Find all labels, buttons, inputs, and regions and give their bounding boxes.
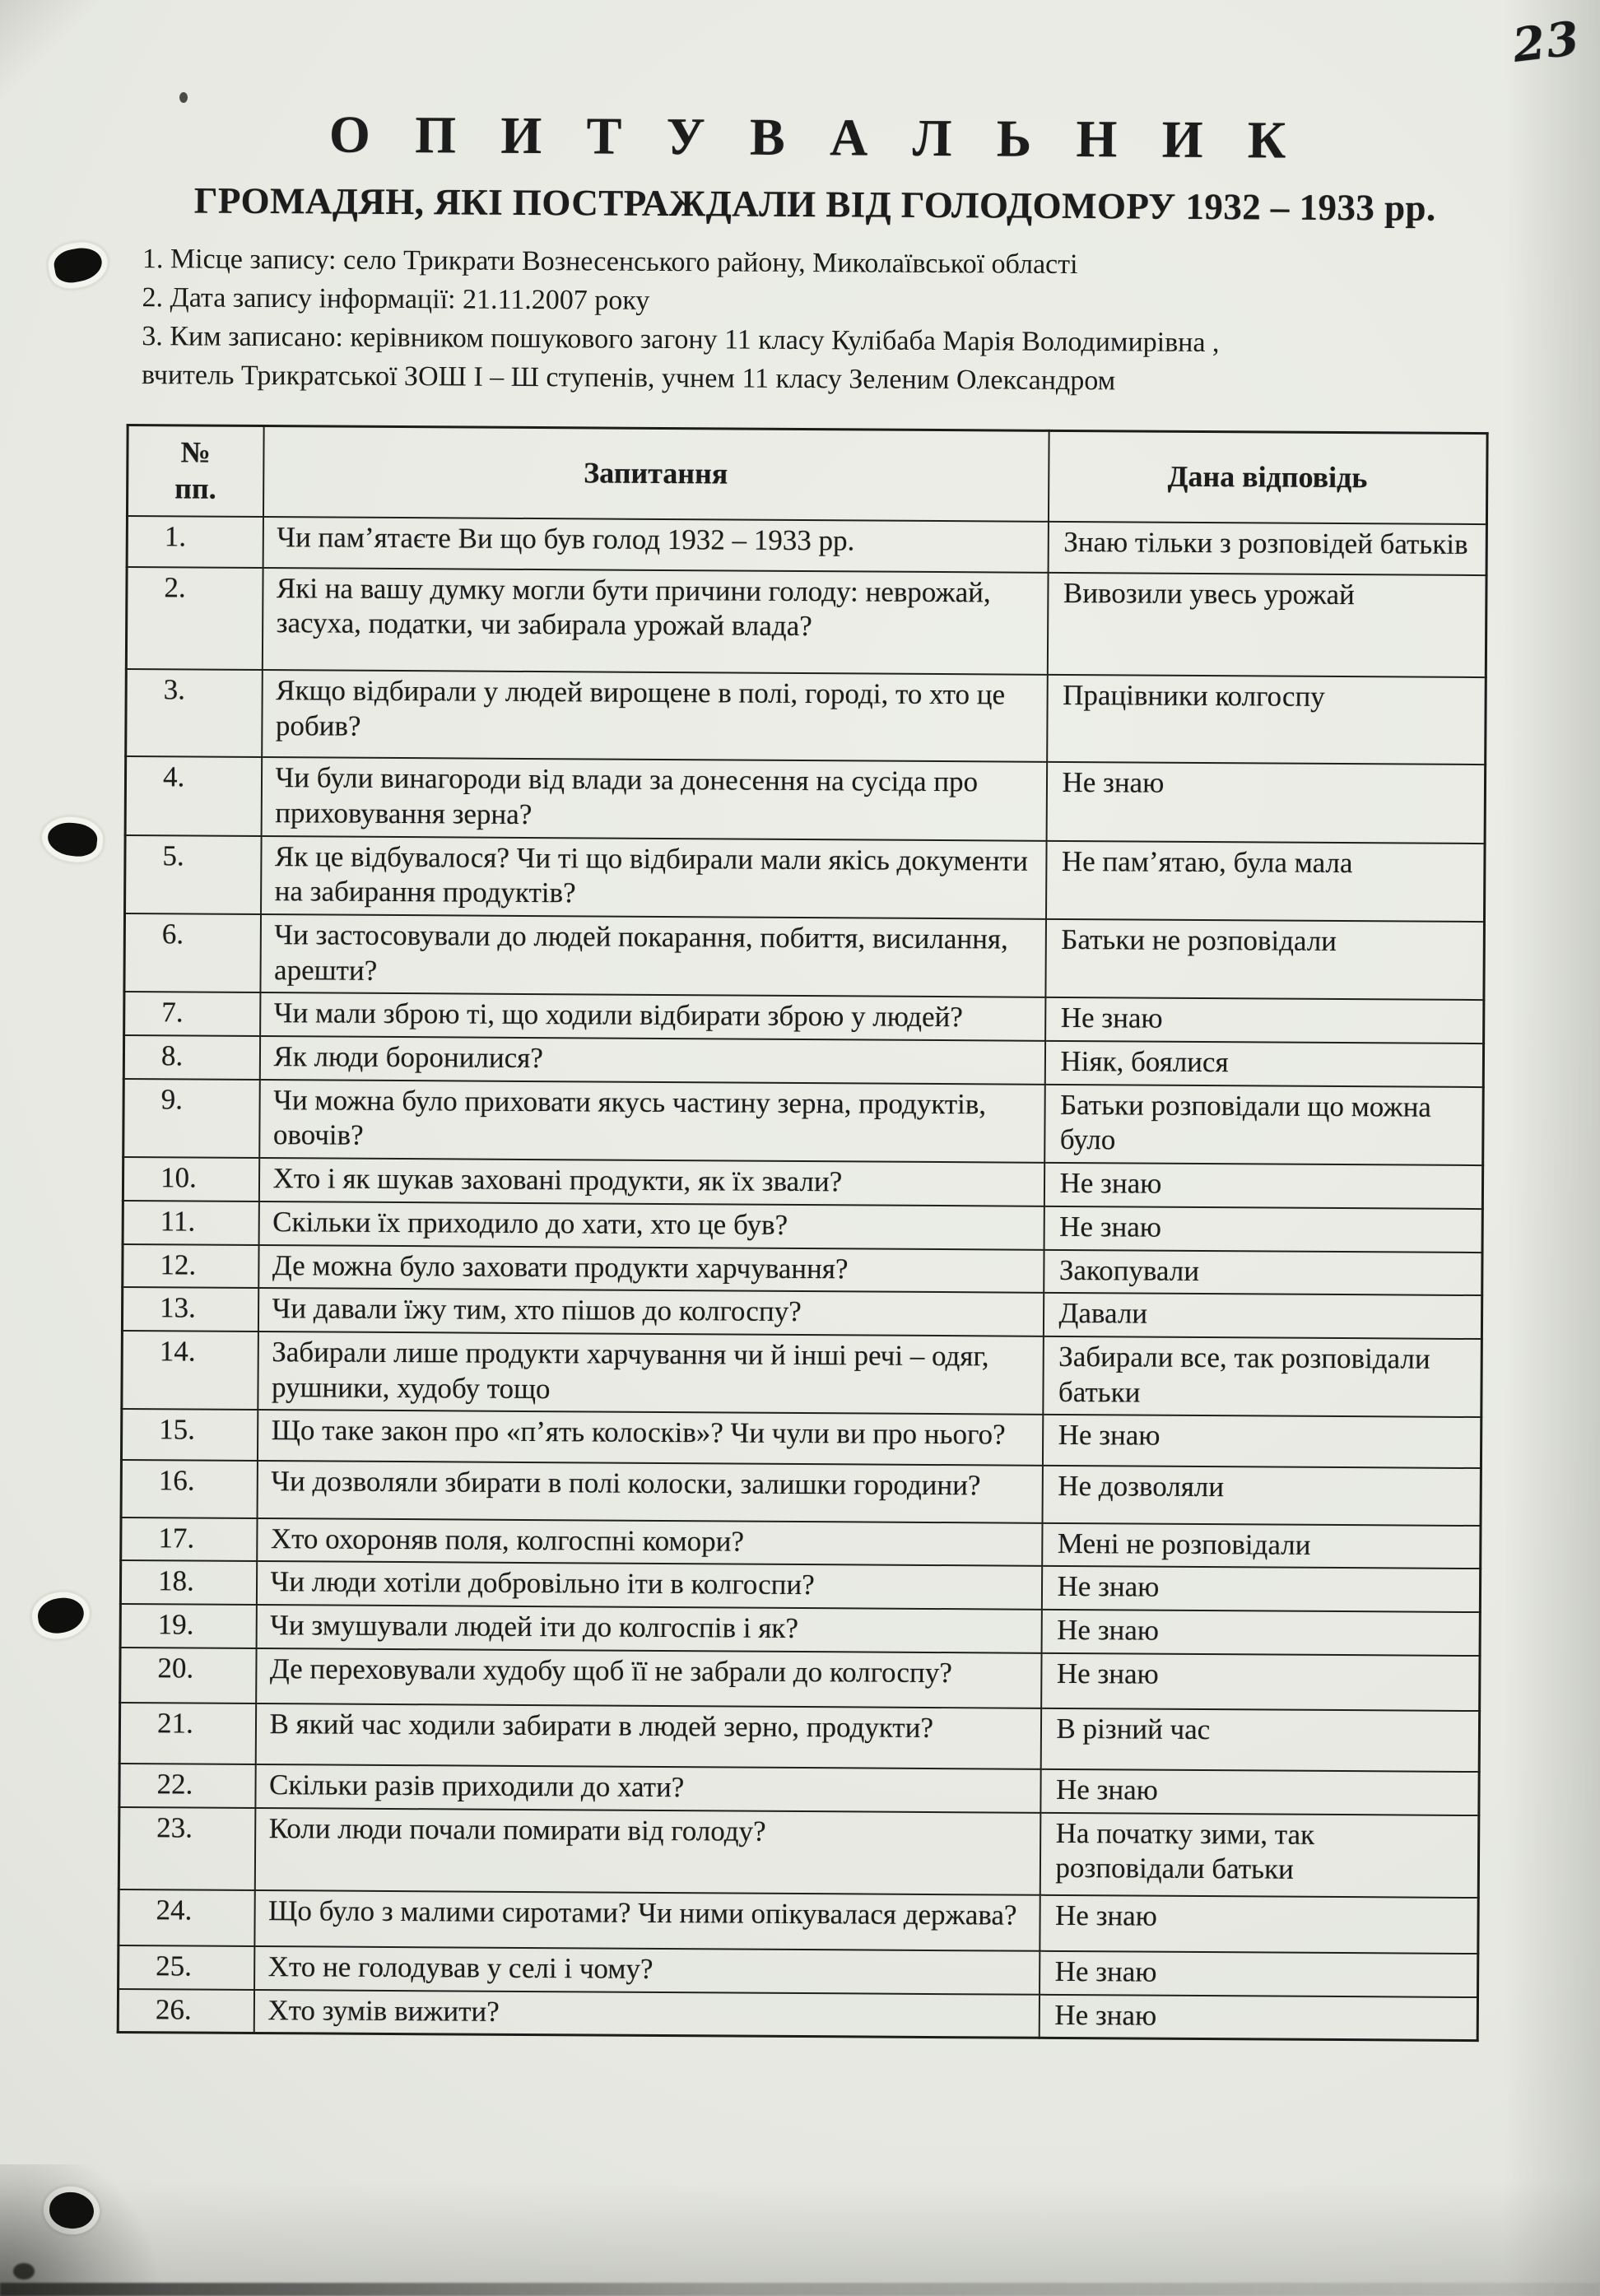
table-row	[124, 913, 1485, 1000]
row-number: 25.	[119, 1945, 254, 1990]
row-answer: В різний час	[1040, 1708, 1479, 1772]
row-answer: Не знаю	[1041, 1652, 1480, 1711]
row-answer: Не знаю	[1041, 1566, 1480, 1612]
scan-bottom-edge	[0, 2283, 1600, 2296]
table-row	[127, 516, 1486, 575]
table-row	[126, 669, 1486, 765]
row-number: 21.	[119, 1703, 255, 1764]
row-number: 4.	[125, 756, 262, 835]
table-row	[119, 1889, 1478, 1954]
table-row	[121, 1409, 1481, 1468]
row-number: 20.	[120, 1648, 256, 1704]
table-row	[122, 1331, 1482, 1417]
table-row	[126, 566, 1486, 676]
row-answer: Не знаю	[1046, 762, 1486, 844]
table-row	[119, 1807, 1479, 1898]
row-number: 11.	[123, 1201, 258, 1245]
row-number: 24.	[119, 1889, 254, 1946]
row-question: Чи можна було приховати якусь частину зерна, продуктів, овочів?	[259, 1080, 1045, 1163]
row-number: 19.	[120, 1604, 256, 1648]
row-answer: Не знаю	[1041, 1610, 1480, 1656]
row-answer: Не пам’ятаю, була мала	[1046, 840, 1486, 922]
row-answer: Мені не розповідали	[1042, 1522, 1481, 1569]
row-question: Хто і як шукав заховані продукти, як їх звали?	[258, 1158, 1044, 1206]
row-answer: Не знаю	[1044, 1206, 1482, 1253]
row-number: 1.	[127, 516, 263, 568]
header-number-line1: №	[180, 435, 211, 469]
row-question: Забирали лише продукти харчування чи й інші речі – одяг, рушники, худобу тощо	[258, 1332, 1044, 1415]
row-answer: Ніяк, боялися	[1044, 1041, 1483, 1087]
meta-line-recorder-cont: вчитель Трикратської ЗОШ І – Ш ступенів, учнем 11 класу Зеленим Олександром	[141, 360, 1116, 397]
row-question: Чи були винагороди від влади за донесення на сусіда про приховування зерна?	[261, 757, 1047, 840]
row-number: 14.	[122, 1331, 258, 1410]
row-answer: Не знаю	[1042, 1415, 1481, 1468]
row-number: 8.	[123, 1035, 259, 1080]
page-number-handwritten: 23	[1509, 11, 1584, 73]
row-answer: Забирали все, так розповідали батьки	[1043, 1336, 1482, 1418]
row-answer: Не знаю	[1045, 997, 1484, 1043]
table-row	[120, 1648, 1480, 1712]
row-number: 26.	[118, 1988, 253, 2033]
table-row	[125, 756, 1486, 843]
questionnaire-table	[117, 424, 1489, 2042]
row-number: 10.	[123, 1157, 258, 1201]
header-question: Запитання	[263, 426, 1049, 522]
row-answer: Не знаю	[1044, 1163, 1482, 1209]
row-answer: Батьки не розповідали	[1045, 919, 1485, 1001]
row-question: Де можна було заховати продукти харчування?	[258, 1244, 1044, 1293]
row-question: Хто зумів вижити?	[253, 1989, 1039, 2038]
ink-speck	[179, 92, 188, 103]
header-number	[127, 425, 263, 516]
row-number: 16.	[121, 1460, 257, 1518]
row-number: 13.	[122, 1287, 258, 1332]
row-question: Чи змушували людей іти до колгоспів і як?	[256, 1605, 1041, 1653]
table-row	[125, 835, 1486, 922]
row-answer: Знаю тільки з розповідей батьків	[1048, 522, 1486, 575]
row-question: Що було з малими сиротами? Чи ними опікувалася держава?	[254, 1890, 1040, 1951]
row-answer: На початку зими, так розповідали батьки	[1040, 1813, 1479, 1899]
row-answer: Не знаю	[1040, 1769, 1479, 1815]
row-question: Чи давали їжу тим, хто пішов до колгоспу?	[258, 1288, 1043, 1336]
row-number: 3.	[126, 669, 263, 757]
row-answer: Не знаю	[1039, 1994, 1477, 2040]
row-number: 6.	[124, 913, 261, 992]
meta-line-date: 2. Дата запису інформації: 21.11.2007 року	[142, 282, 650, 316]
table-header-row	[127, 425, 1487, 523]
meta-line-place: 1. Місце запису: село Трикрати Вознесенського району, Миколаївської області	[142, 244, 1078, 281]
row-answer: Не знаю	[1040, 1951, 1478, 1997]
row-answer: Давали	[1043, 1293, 1481, 1339]
row-question: Які на вашу думку могли бути причини голоду: неврожай, засуха, податки, чи забирала урожай влада?	[262, 568, 1048, 675]
row-answer: Не знаю	[1040, 1895, 1478, 1954]
row-answer: Закопували	[1044, 1249, 1482, 1295]
row-answer: Вивозили увесь урожай	[1047, 572, 1486, 677]
row-number: 15.	[121, 1409, 257, 1461]
scan-corner-shadow	[0, 2164, 181, 2296]
row-question: Чи люди хотіли добровільно іти в колгоспи?	[256, 1561, 1041, 1610]
row-question: Коли люди почали помирати від голоду?	[254, 1808, 1040, 1895]
row-question: Що таке закон про «п’ять колосків»? Чи чули ви про нього?	[257, 1410, 1042, 1466]
document-subtitle: ГРОМАДЯН, ЯКІ ПОСТРАЖДАЛИ ВІД ГОЛОДОМОРУ 1932 – 1933 рр.	[193, 179, 1436, 229]
row-question: Як це відбувалося? Чи ті що відбирали мали якісь документи на забирання продуктів?	[261, 836, 1047, 919]
row-question: Скільки їх приходило до хати, хто це був?	[258, 1201, 1044, 1250]
row-question: Чи застосовували до людей покарання, побиття, висилання, арешти?	[260, 914, 1046, 997]
row-number: 18.	[120, 1560, 256, 1605]
row-question: Як люди боронилися?	[259, 1036, 1044, 1085]
row-answer: Працівники колгоспу	[1047, 675, 1486, 765]
table-row	[123, 1079, 1484, 1165]
row-answer: Батьки розповідали що можна було	[1044, 1085, 1484, 1166]
table-row	[121, 1460, 1481, 1526]
row-question: Чи дозволяли збирати в полі колоски, залишки городини?	[257, 1461, 1042, 1523]
header-answer: Дана відповідь	[1048, 430, 1487, 524]
row-number: 22.	[119, 1764, 255, 1808]
row-number: 9.	[123, 1079, 260, 1158]
row-question: Хто охороняв поля, колгоспні комори?	[257, 1518, 1042, 1567]
row-question: В який час ходили забирати в людей зерно, продукти?	[255, 1703, 1040, 1769]
row-question: Де переховували худобу щоб її не забрали до колгоспу?	[256, 1648, 1041, 1709]
row-question: Хто не голодував у селі і чому?	[254, 1946, 1040, 1995]
row-number: 17.	[121, 1517, 257, 1562]
row-question: Чи мали зброю ті, що ходили відбирати зброю у людей?	[260, 992, 1045, 1041]
row-question: Якщо відбирали у людей вирощене в полі, городі, то хто це робив?	[262, 670, 1048, 762]
row-question: Чи пам’ятаєте Ви що був голод 1932 – 1933 рр.	[263, 517, 1048, 573]
row-number: 12.	[123, 1243, 258, 1288]
document-meta	[142, 239, 1492, 402]
document-title: О П И Т У В А Л Ь Н И К	[328, 105, 1302, 170]
table-row	[118, 1988, 1477, 2040]
row-question: Скільки разів приходили до хати?	[255, 1764, 1040, 1813]
meta-line-recorder: 3. Ким записано: керівником пошукового загону 11 класу Кулібаба Марія Володимирівна ,	[142, 321, 1220, 359]
row-number: 7.	[124, 992, 260, 1036]
row-number: 23.	[119, 1807, 255, 1890]
row-number: 2.	[126, 566, 263, 669]
header-number-line2: пп.	[174, 472, 216, 505]
table-row	[119, 1703, 1479, 1772]
row-number: 5.	[125, 835, 262, 914]
row-answer: Не дозволяли	[1042, 1466, 1481, 1526]
